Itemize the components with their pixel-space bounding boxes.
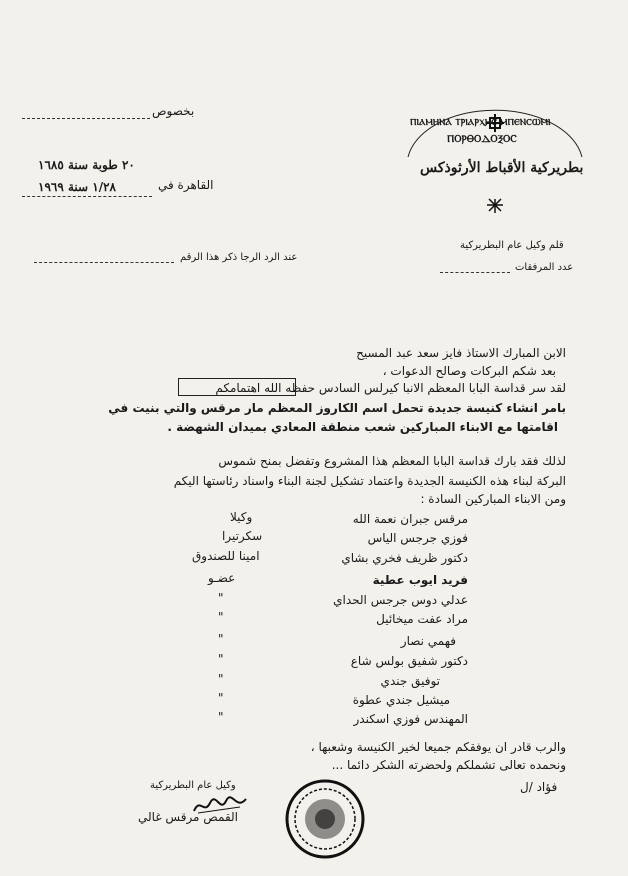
committee-name: توفيق جندي (380, 674, 440, 688)
committee-name: ميشيل جندي عطوة (352, 693, 450, 707)
committee-name: عدلي دوس جرجس الحداي (333, 593, 468, 607)
letterhead-coptic-title: ⲠⲒⲀⲘⲎⲚⲀ ⲦⲢⲒⲀⲢⲬⲎⲤ ⲘⲠⲈⲚⲤⲰⲘⲒ (410, 118, 551, 128)
round-seal-icon (284, 778, 366, 860)
committee-role: " (218, 610, 224, 624)
signatory-name: القمص مرقس غالي (138, 810, 239, 824)
committee-role: " (218, 710, 224, 724)
reply-reference-line (34, 262, 174, 263)
committee-name: فهمي نصار (400, 634, 456, 648)
paragraph1-line3: اقامتها مع الابناء المباركين شعب منطقة المعادي بميدان الشهضة . (167, 420, 558, 434)
attachments-line (440, 272, 510, 273)
paragraph2-line3: ومن الابناء المباركين السادة : (420, 492, 566, 506)
closing-line2: ونحمده تعالى تشملكم ولحضرته الشكر دائما ... (331, 758, 566, 772)
committee-name: دكتور ظريف فخري بشاي (341, 551, 468, 565)
committee-role: وكيلا (230, 510, 253, 524)
paragraph1-line1: لقد سر قداسة البابا المعظم الانبا كيرلس السادس حفظه الله اهتمامكم (215, 381, 566, 395)
official-stamp-icon (284, 778, 366, 860)
committee-role: " (218, 632, 224, 646)
date-gregorian: ١/٢٨ سنة ١٩٦٩ (38, 180, 116, 194)
addressee-line: الابن المبارك الاستاذ فايز سعد عبد المسيح (356, 346, 566, 360)
date-line (22, 196, 152, 197)
subject-label: بخصوص (152, 104, 195, 118)
reply-reference-note: عند الرد الرجا ذكر هذا الرقم (180, 252, 298, 263)
subject-line (22, 118, 150, 119)
patriarchate-emblem-icon (400, 95, 590, 220)
paragraph1-line2: بامر انشاء كنيسة جديدة تحمل اسم الكاروز المعظم مار مرقس والتي بنيت في (108, 401, 566, 415)
committee-name: المهندس فوزي اسكندر (353, 712, 468, 726)
committee-name: فوزي جرجس الياس (367, 531, 468, 545)
letterhead-coptic-subtitle: ⲠⲞⲢⲐⲞⲆⲞⲜⲞⲤ (447, 134, 517, 145)
committee-name: مرقس جبران نعمة الله (352, 512, 468, 526)
office-label: قلم وكيل عام البطريركية (460, 240, 564, 251)
paragraph2-line2: البركة لبناء هذه الكنيسة الجديدة واعتماد تشكيل لجنة البناء واسناد رئاستها اليكم (173, 474, 566, 488)
committee-name: دكتور شفيق بولس شاع (350, 654, 468, 668)
committee-role: عضـو (208, 571, 236, 585)
paragraph2-line1: لذلك فقد بارك قداسة البابا المعظم هذا المشروع وتفضل بمنح شموس (218, 454, 566, 468)
committee-role: سكرتيرا (222, 529, 263, 543)
typist-initials: فؤاد /ل (520, 780, 558, 794)
committee-role: " (218, 591, 224, 605)
committee-role: امينا للصندوق (192, 549, 260, 563)
signatory-title: وكيل عام البطريركية (150, 780, 236, 791)
committee-role: " (218, 652, 224, 666)
date-place-label: القاهرة في (158, 178, 214, 192)
committee-name: فريد ايوب عطية (372, 573, 468, 587)
committee-role: " (218, 672, 224, 686)
letterhead-arabic-name: بطريركية الأقباط الأرثوذكس (420, 160, 584, 176)
greeting-line: بعد شكم البركات وصالح الدعوات ، (382, 364, 556, 378)
attachments-label: عدد المرفقات (515, 262, 574, 273)
underline-highlight-box (178, 378, 296, 396)
closing-line1: والرب قادر ان يوفقكم جميعا لخير الكنيسة وشعبها ، (310, 740, 566, 754)
committee-name: مراد عفت ميخائيل (376, 612, 468, 626)
committee-role: " (218, 691, 224, 705)
date-hijri: ٢٠ طوبة سنة ١٦٨٥ (38, 158, 135, 172)
patriarchate-seal-logo (400, 95, 590, 220)
